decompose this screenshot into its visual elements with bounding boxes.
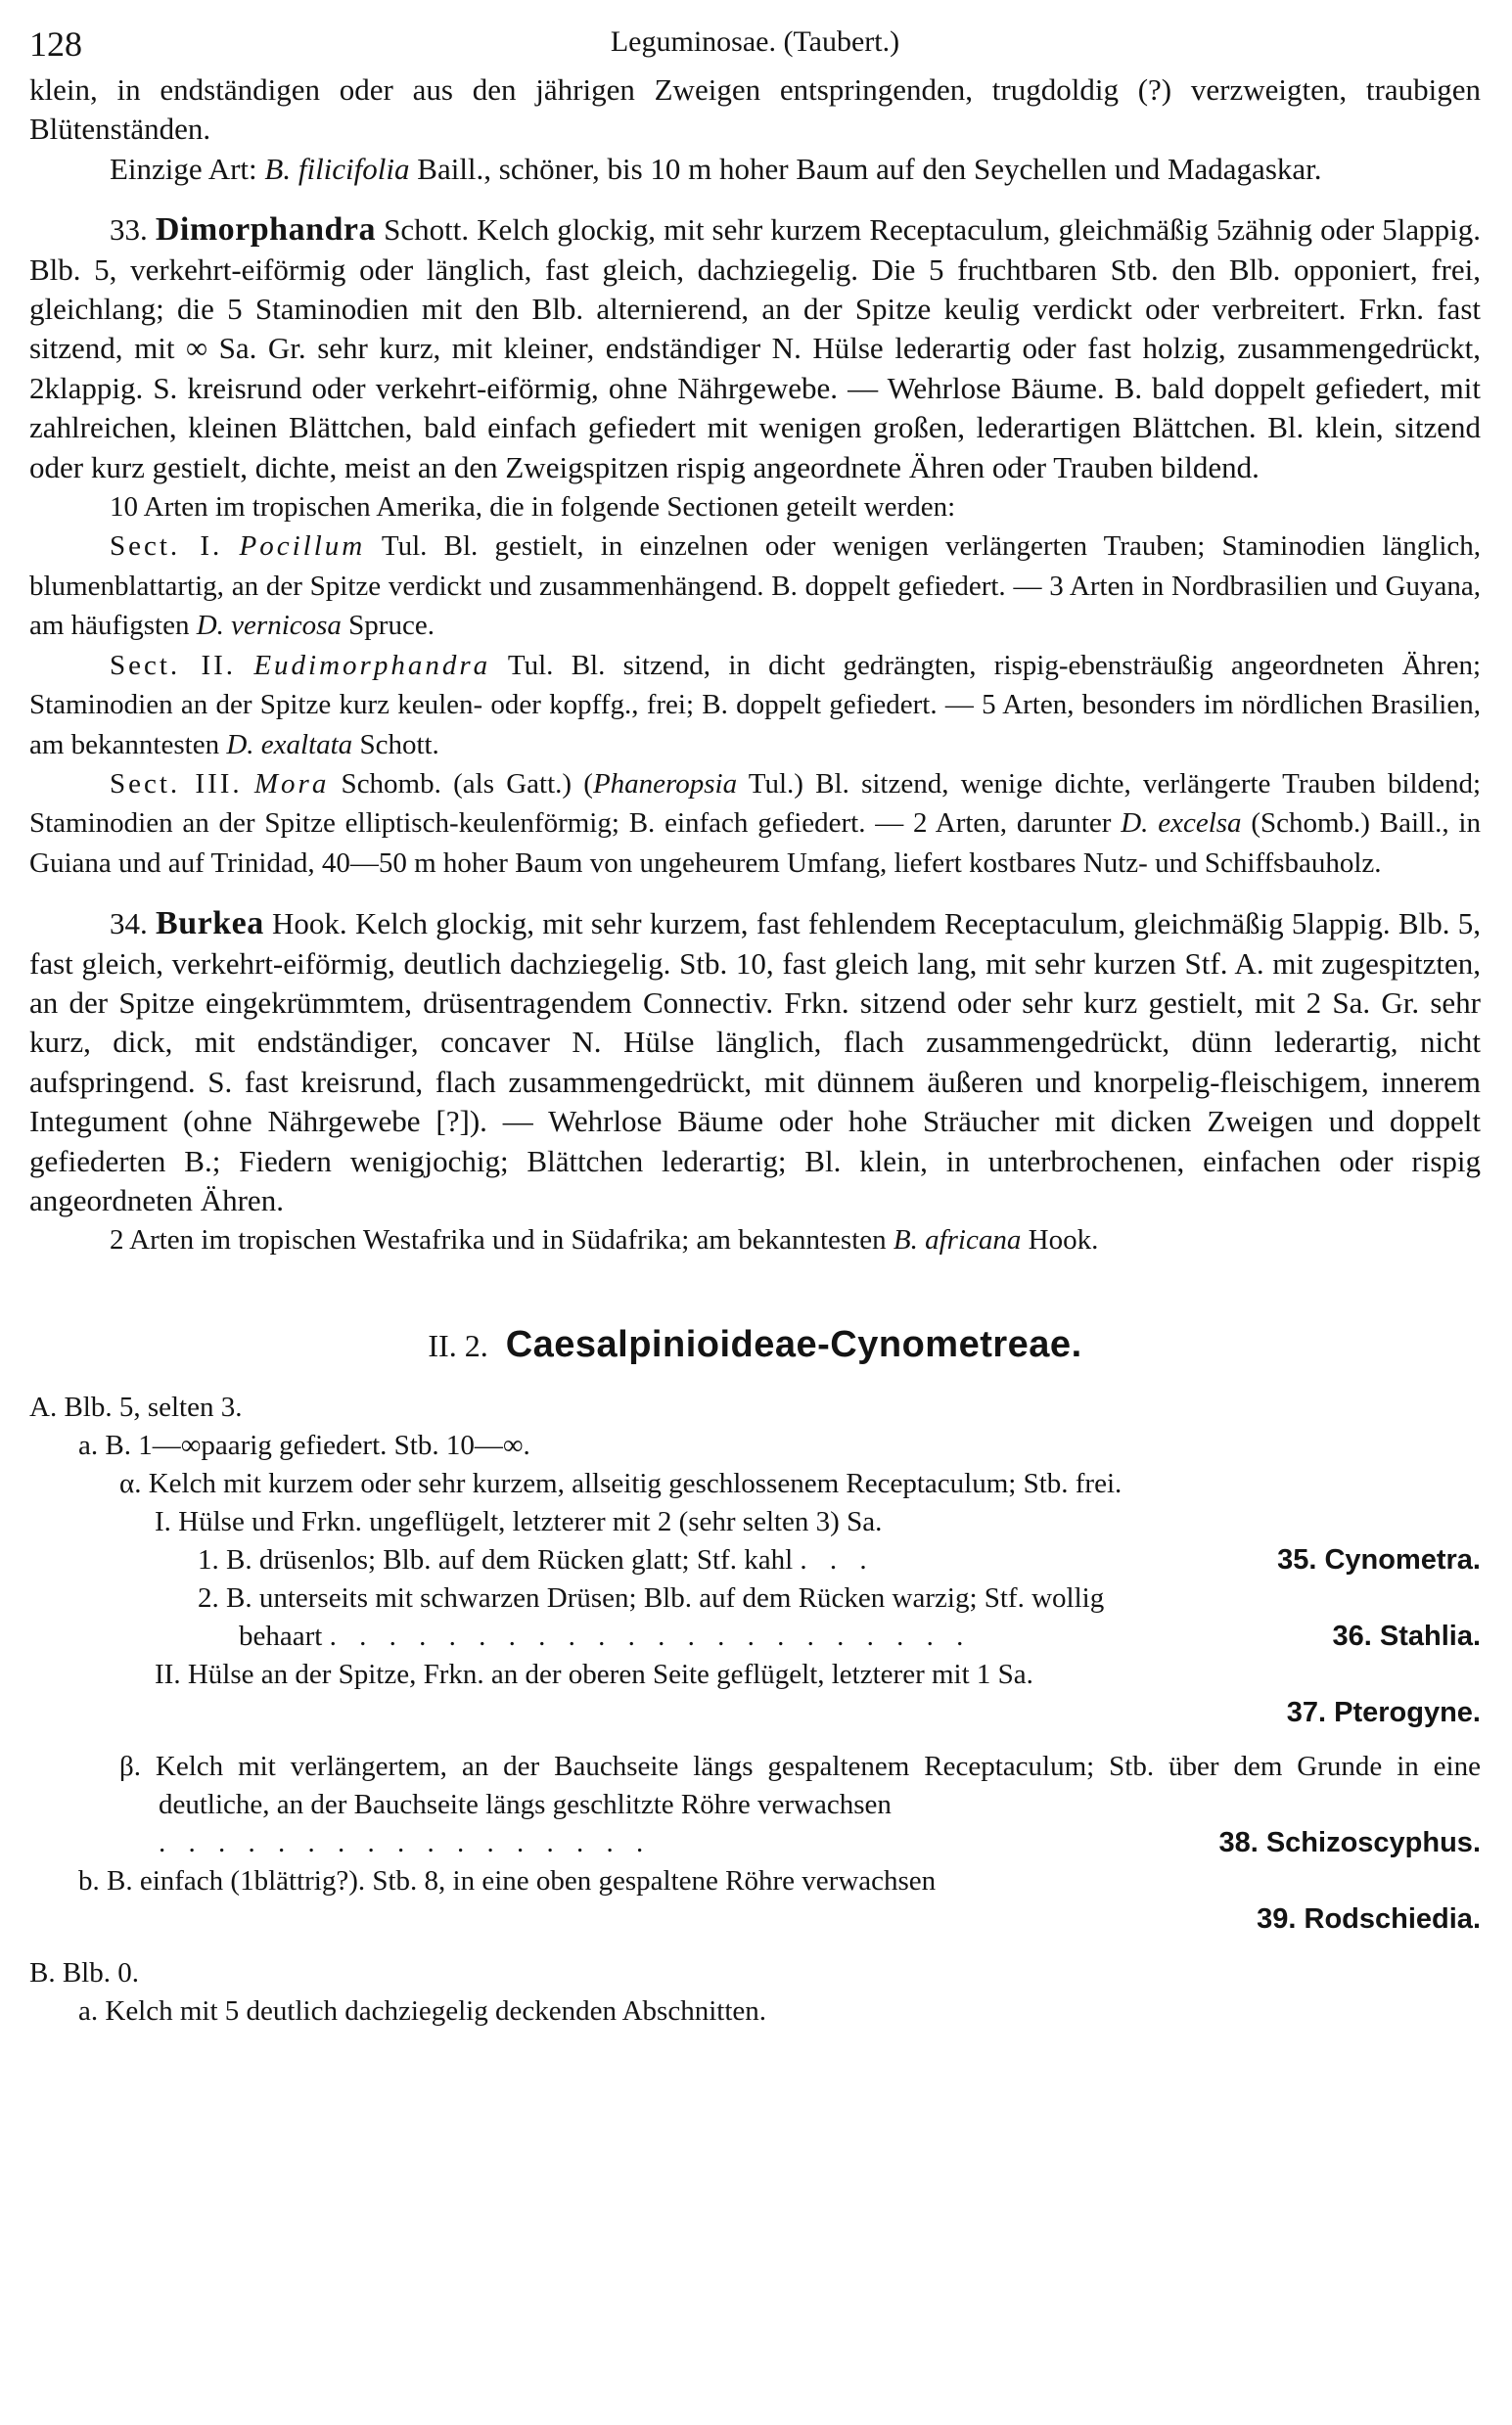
genus-33-description xyxy=(29,210,1481,487)
key-entry-b-result xyxy=(29,1900,1481,1939)
section-2 xyxy=(29,646,1481,764)
running-header xyxy=(29,10,1481,70)
section-heading-number: II. 2. xyxy=(428,1327,488,1363)
key-text: β. Kelch mit verlängertem, an der Bauchseite längs gespaltenem Receptaculum; Stb. über dem Grunde in eine deutliche, an der Bauchseite längs geschlitzte Röhre verwachsen xyxy=(119,1750,1481,1820)
text-run: Tul. Bl. gestielt, in einzelnen oder wenigen verlängerten Trauben; Staminodien länglich, blumenblattartig, an der Spitze verdickt und zusammenhängend. B. doppelt gefiedert. — 3 Arten in Nordbrasilien und Guyana, am häufigsten xyxy=(29,530,1482,642)
only-species-paragraph xyxy=(29,150,1481,189)
text-run: Baill., schöner, bis 10 m hoher Baum auf den Seychellen und Madagaskar. xyxy=(409,151,1322,186)
identification-key xyxy=(29,1389,1481,2031)
text-run: Tul.) Bl. sitzend, wenige dichte, verlängerte Trauben bildend; Staminodien an der Spitze elliptisch-keulenförmig; B. einfach gefiedert. — 2 Arten, darunter xyxy=(29,767,1482,840)
result-39: 39. Rodschiedia. xyxy=(1257,1902,1481,1935)
section-name: Eudimorphandra xyxy=(253,649,491,681)
result-35: 35. Cynometra. xyxy=(1277,1543,1481,1576)
key-entry-beta-cont xyxy=(29,1824,1481,1862)
text-run: Einzige Art: xyxy=(110,151,265,186)
result-38: 38. Schizoscyphus. xyxy=(1218,1826,1481,1858)
text-run: Spruce. xyxy=(341,610,435,642)
key-entry-2: 2. B. unterseits mit schwarzen Drüsen; Blb. auf dem Rücken warzig; Stf. wollig xyxy=(198,1581,1105,1614)
key-entry-II-result xyxy=(29,1694,1481,1732)
text-run: Schomb. (als Gatt.) ( xyxy=(329,767,593,800)
page-number: 128 xyxy=(29,24,82,64)
leader-dots: . . . . . . . . . . . . . . . . . . . . . . xyxy=(329,1620,972,1652)
key-entry-beta xyxy=(29,1748,1481,1824)
key-entry-2-cont xyxy=(29,1618,1481,1656)
genus-name: Dimorphandra xyxy=(155,211,376,249)
section-heading xyxy=(29,1323,1481,1367)
section-label: Sect. I. xyxy=(110,530,223,563)
result-37: 37. Pterogyne. xyxy=(1286,1696,1481,1728)
species-name: D. excelsa xyxy=(1121,807,1242,840)
species-name: D. exaltata xyxy=(226,728,353,760)
section-1 xyxy=(29,526,1481,645)
section-label: Sect. II. xyxy=(110,649,237,681)
text-run: Schott. xyxy=(352,728,439,760)
genus-text: Schott. Kelch glockig, mit sehr kurzem Receptaculum, gleichmäßig 5zähnig oder 5lappig. Blb. 5, verkehrt-eiförmig oder länglich, fast gleich, dachziegelig. Die 5 fruchtbaren Stb. den Blb. opponiert, frei, gleichlang; die 5 Staminodien mit den Blb. alternierend, an der Spitze keulig verdickt oder verbreitert. Frkn. fast sitzend, mit ∞ Sa. Gr. sehr kurz, mit kleiner, endständiger N. Hülse lederartig oder fast holzig, zusammengedrückt, 2klappig. S. kreisrund oder verkehrt-eiförmig, ohne Nährgewebe. — Wehrlose Bäume. B. bald doppelt gefiedert, mit zahlreichen, kleinen Blättchen, bald einfach gefiedert mit wenigen großen, lederartigen Blättchen. Bl. klein, sitzend oder kurz gestielt, dichte, meist an den Zweigspitzen rispig angeordnete Ähren oder Trauben bildend. xyxy=(29,212,1481,484)
key-entry-A: A. Blb. 5, selten 3. xyxy=(29,1391,243,1423)
running-title: Leguminosae. (Taubert.) xyxy=(610,25,900,58)
section-heading-title: Caesalpinioideae-Cynometreae. xyxy=(505,1323,1082,1365)
species-count: 10 Arten im tropischen Amerika, die in folgende Sectionen geteilt werden: xyxy=(110,491,956,524)
text-run: 2 Arten im tropischen Westafrika und in Südafrika; am bekanntesten xyxy=(110,1224,893,1257)
synonym-name: Phaneropsia xyxy=(592,767,738,800)
spacer xyxy=(29,1939,1481,1954)
key-text: behaart xyxy=(239,1620,323,1652)
spacer xyxy=(29,1732,1481,1748)
text-run: Hook. xyxy=(1021,1224,1099,1257)
key-entry-1 xyxy=(29,1541,1481,1579)
genus-34-species xyxy=(29,1220,1481,1259)
section-name: Pocillum xyxy=(239,530,366,563)
species-name: B. filicifolia xyxy=(264,151,410,186)
species-name: D. vernicosa xyxy=(196,610,342,642)
genus-name: Burkea xyxy=(156,905,264,942)
section-name: Mora xyxy=(253,767,330,800)
section-3 xyxy=(29,764,1481,883)
key-text: 1. B. drüsenlos; Blb. auf dem Rücken glatt; Stf. kahl xyxy=(198,1543,794,1576)
genus-text: Hook. Kelch glockig, mit sehr kurzem, fast fehlendem Receptaculum, gleichmäßig 5lappig. Blb. 5, fast gleich, verkehrt-eiförmig, deutlich dachziegelig. Stb. 10, fast gleich lang, mit sehr kurzen Stf. A. mit zugespitzten, an der Spitze eingekrümmtem, drüsentragendem Connectiv. Frkn. sitzend oder sehr kurz gestielt, mit 2 Sa. Gr. sehr kurz, dick, mit endständiger, concaver N. Hülse länglich, flach zusammengedrückt, dünn lederartig, nicht aufspringend. S. fast kreisrund, flach zusammengedrückt, mit dünnem äußeren und knorpelig-fleischigem, innerem Integument (ohne Nährgewebe [?]). — Wehrlose Bäume oder hohe Sträucher mit dicken Zweigen und doppelt gefiederten B.; Fiedern wenigjochig; Blättchen lederartig; Bl. klein, in unterbrochenen, einfachen oder rispig angeordneten Ähren. xyxy=(29,906,1482,1217)
leader-dots: . . . xyxy=(800,1543,875,1576)
leader-dots: . . . . . . . . . . . . . . . . . xyxy=(159,1826,652,1858)
key-entry-alpha: α. Kelch mit kurzem oder sehr kurzem, allseitig geschlossenem Receptaculum; Stb. frei. xyxy=(119,1467,1123,1499)
continuation-text: klein, in endständigen oder aus den jährigen Zweigen entspringenden, trugdoldig (?) verzweigten, traubigen Blütenständen. xyxy=(29,72,1481,147)
key-entry-B: B. Blb. 0. xyxy=(29,1956,139,1989)
species-name: B. africana xyxy=(893,1224,1022,1257)
key-entry-II: II. Hülse an der Spitze, Frkn. an der oberen Seite geflügelt, letzterer mit 1 Sa. xyxy=(155,1658,1033,1690)
genus-number: 34. xyxy=(110,906,148,941)
key-entry-a: a. B. 1—∞paarig gefiedert. Stb. 10—∞. xyxy=(78,1429,530,1461)
key-entry-I: I. Hülse und Frkn. ungeflügelt, letzterer mit 2 (sehr selten 3) Sa. xyxy=(155,1505,883,1537)
text-run: (Schomb.) Baill., in Guiana und auf Trinidad, 40—50 m hoher Baum von ungeheurem Umfang, liefert kostbares Nutz- und Schiffsbauholz. xyxy=(29,807,1481,879)
continuation-paragraph xyxy=(29,70,1481,150)
key-entry-B-a: a. Kelch mit 5 deutlich dachziegelig deckenden Abschnitten. xyxy=(78,1994,767,2027)
genus-34-description xyxy=(29,904,1481,1220)
section-label: Sect. III. xyxy=(110,767,243,800)
result-36: 36. Stahlia. xyxy=(1332,1620,1481,1652)
text-run: Tul. Bl. sitzend, in dicht gedrängten, rispig-ebensträußig angeordneten Ähren; Staminodien an der Spitze kurz keulen- oder kopffg., frei; B. doppelt gefiedert. — 5 Arten, besonders im nördlichen Brasilien, am bekanntesten xyxy=(29,649,1482,760)
genus-number: 33. xyxy=(110,212,148,248)
key-entry-b: b. B. einfach (1blättrig?). Stb. 8, in eine oben gespaltene Röhre verwachsen xyxy=(78,1864,937,1897)
